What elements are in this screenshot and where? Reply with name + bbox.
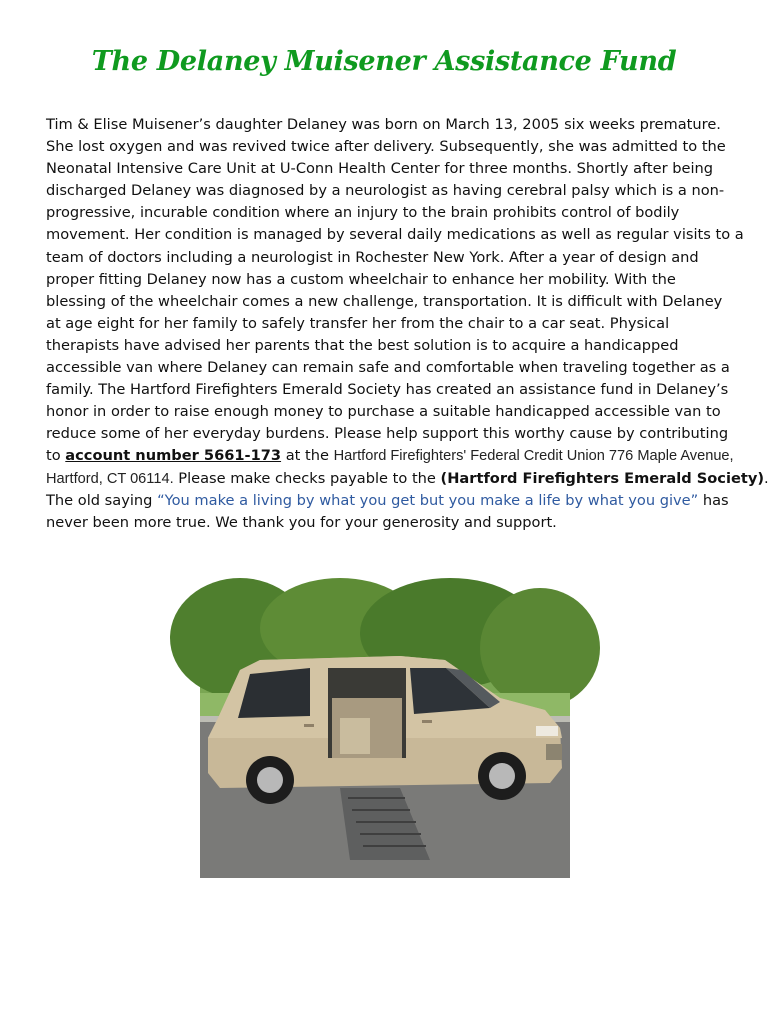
body-paragraph bbox=[46, 114, 769, 534]
body-line: Hartford, CT 06114. Please make checks payable to the (Hartford Firefighters Emerald Society). bbox=[46, 469, 769, 487]
body-line: at age eight for her family to safely transfer her from the chair to a car seat. Physical bbox=[46, 314, 670, 332]
account-number: account number 5661-173 bbox=[65, 447, 282, 465]
body-line: team of doctors including a neurologist in Rochester New York. After a year of design and bbox=[46, 248, 699, 266]
body-line: to account number 5661-173 at the Hartford Firefighters' Federal Credit Union 776 Maple Avenue, bbox=[46, 447, 734, 465]
page-title: The Delaney Muisener Assistance Fund bbox=[91, 46, 677, 77]
body-line: therapists have advised her parents that the best solution is to acquire a handicapped bbox=[46, 336, 679, 354]
body-line: discharged Delaney was diagnosed by a neurologist as having cerebral palsy which is a non- bbox=[46, 182, 725, 200]
body-line: She lost oxygen and was revived twice after delivery. Subsequently, she was admitted to the bbox=[46, 138, 726, 156]
body-line: reduce some of her everyday burdens. Please help support this worthy cause by contributing bbox=[46, 425, 729, 443]
quote-text: “You make a living by what you get but you make a life by what you give” bbox=[157, 491, 699, 509]
credit-union-address: Hartford Firefighters' Federal Credit Union 776 Maple Avenue, bbox=[333, 448, 734, 465]
payee-name: (Hartford Firefighters Emerald Society) bbox=[440, 469, 765, 487]
body-line: movement. Her condition is managed by several daily medications as well as regular visits to a bbox=[46, 226, 744, 244]
body-line: accessible van where Delaney can remain safe and comfortable when traveling together as a bbox=[46, 359, 730, 377]
body-line: Neonatal Intensive Care Unit at U-Conn Health Center for three months. Shortly after being bbox=[46, 160, 714, 178]
accessible-van-photo bbox=[200, 598, 570, 878]
body-line: family. The Hartford Firefighters Emerald Society has created an assistance fund in Delaney’s bbox=[46, 381, 729, 399]
body-line: The old saying “You make a living by what you get but you make a life by what you give” has bbox=[46, 491, 729, 509]
body-line: honor in order to raise enough money to purchase a suitable handicapped accessible van to bbox=[46, 403, 721, 421]
city-line: Hartford, CT 06114. bbox=[46, 470, 174, 487]
body-line: progressive, incurable condition where an injury to the brain prohibits control of bodily bbox=[46, 204, 680, 222]
body-line: Tim & Elise Muisener’s daughter Delaney was born on March 13, 2005 six weeks premature. bbox=[46, 116, 721, 133]
body-line: blessing of the wheelchair comes a new challenge, transportation. It is difficult with Delaney bbox=[46, 292, 723, 310]
body-line: never been more true. We thank you for your generosity and support. bbox=[46, 513, 557, 531]
body-line: proper fitting Delaney now has a custom wheelchair to enhance her mobility. With the bbox=[46, 270, 676, 288]
